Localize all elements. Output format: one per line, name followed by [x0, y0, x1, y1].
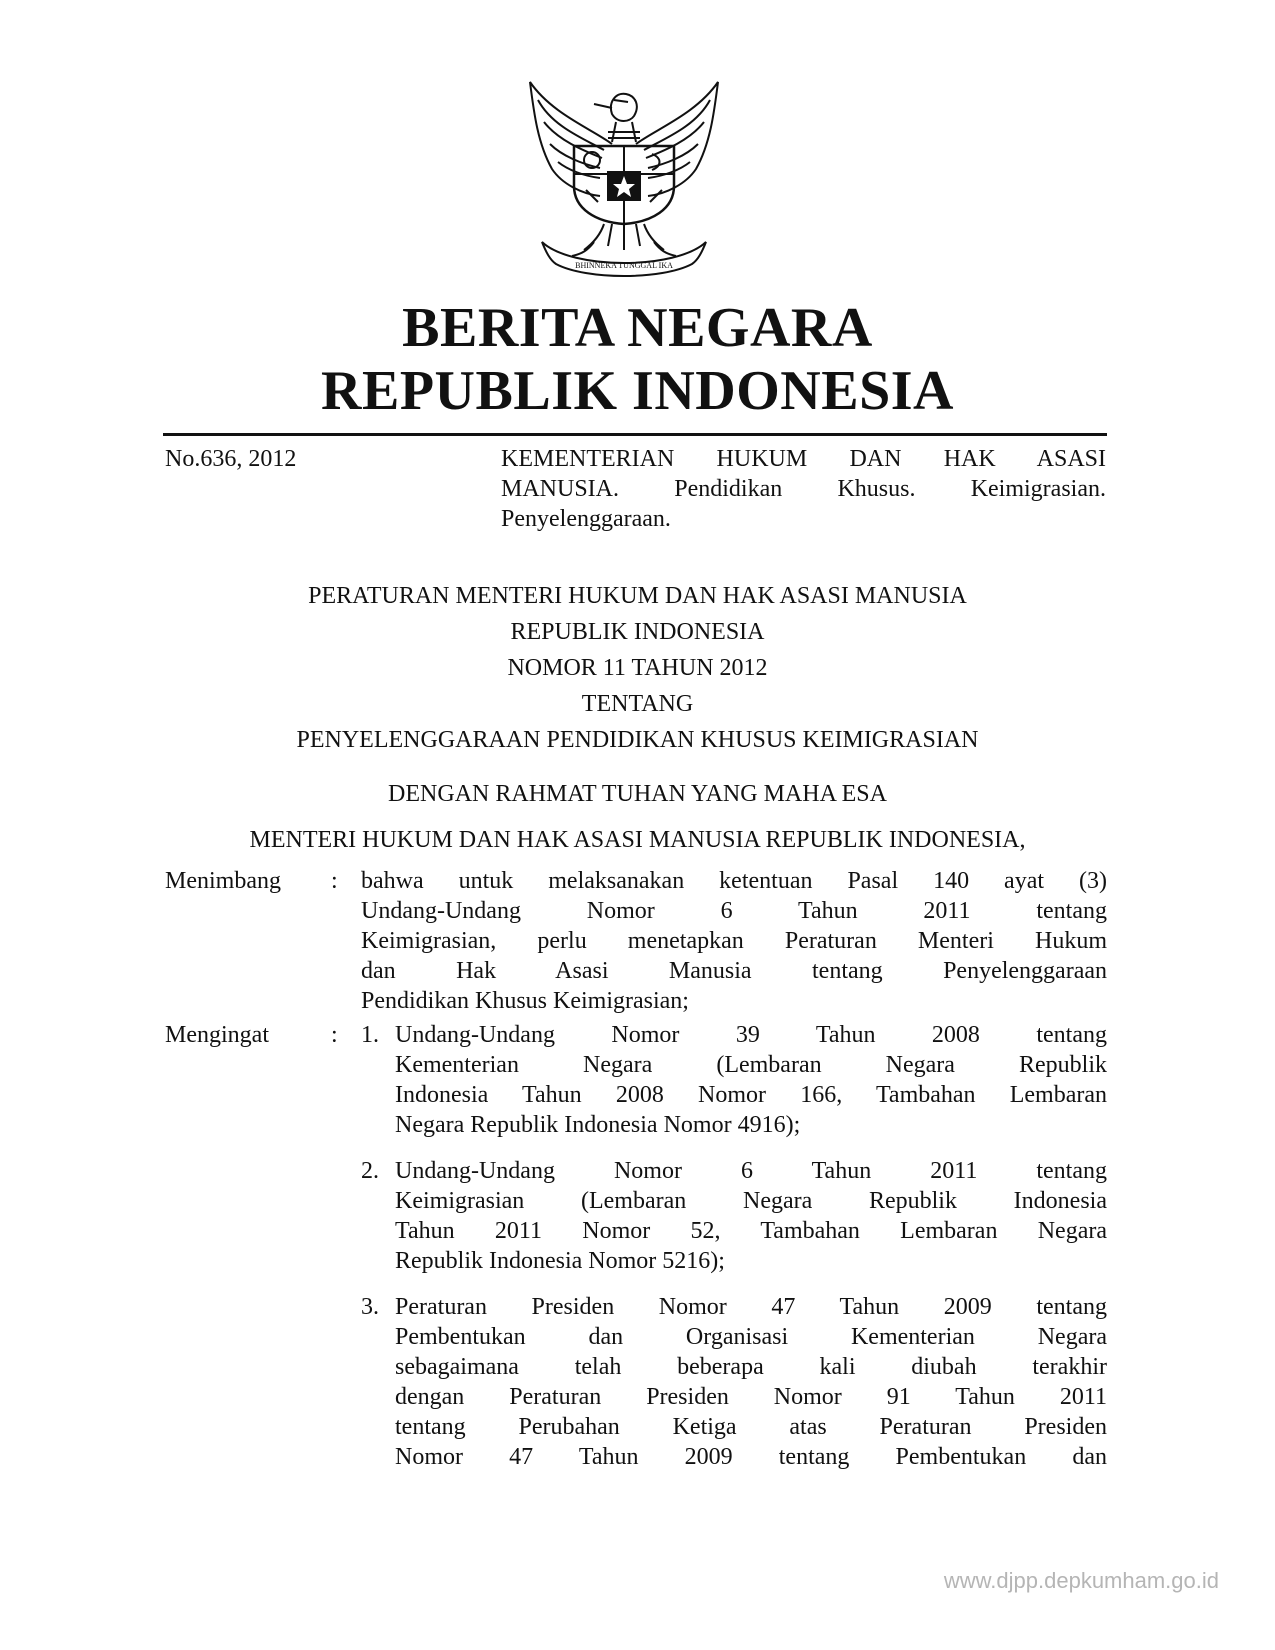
menimbang-text	[361, 866, 1107, 1016]
text-line: Undang-Undang Nomor 6 Tahun 2011 tentang	[361, 898, 1107, 924]
masthead-subtitle: REPUBLIK INDONESIA	[321, 360, 954, 422]
text-line: Keimigrasian (Lembaran Negara Republik Indonesia	[395, 1188, 1107, 1214]
title-line: NOMOR 11 TAHUN 2012	[507, 655, 768, 681]
subject-line: MANUSIA. Pendidikan Khusus. Keimigrasian.	[501, 476, 1106, 502]
gazette-number: No.636, 2012	[165, 446, 297, 472]
title-line: TENTANG	[581, 691, 694, 717]
title-line: PENYELENGGARAAN PENDIDIKAN KHUSUS KEIMIGRASIAN	[296, 727, 979, 753]
menimbang-section	[165, 866, 1107, 1026]
item-text	[395, 1156, 1107, 1276]
text-line: Peraturan Presiden Nomor 47 Tahun 2009 tentang	[395, 1294, 1107, 1320]
mengingat-label: Mengingat	[165, 1022, 269, 1048]
text-line: bahwa untuk melaksanakan ketentuan Pasal 140 ayat (3)	[361, 868, 1107, 894]
item-text	[395, 1292, 1107, 1472]
masthead-title: BERITA NEGARA	[402, 297, 873, 359]
text-line: Indonesia Tahun 2008 Nomor 166, Tambahan Lembaran	[395, 1082, 1107, 1108]
text-line: dengan Peraturan Presiden Nomor 91 Tahun 2011	[395, 1384, 1107, 1410]
garuda-emblem-icon	[512, 74, 736, 284]
text-line: sebagaimana telah beberapa kali diubah terakhir	[395, 1354, 1107, 1380]
item-number: 2.	[361, 1158, 379, 1184]
mengingat-colon: :	[331, 1022, 338, 1048]
title-line: REPUBLIK INDONESIA	[510, 619, 765, 645]
opening-line: MENTERI HUKUM DAN HAK ASASI MANUSIA REPUBLIK INDONESIA,	[249, 827, 1026, 853]
svg-text:BHINNEKA TUNGGAL IKA: BHINNEKA TUNGGAL IKA	[575, 261, 673, 270]
text-line: Republik Indonesia Nomor 5216);	[395, 1248, 725, 1274]
title-line: PERATURAN MENTERI HUKUM DAN HAK ASASI MANUSIA	[308, 583, 967, 609]
text-line: Undang-Undang Nomor 6 Tahun 2011 tentang	[395, 1158, 1107, 1184]
item-text	[395, 1020, 1107, 1140]
subject-line: KEMENTERIAN HUKUM DAN HAK ASASI	[501, 446, 1106, 472]
text-line: Pendidikan Khusus Keimigrasian;	[361, 988, 689, 1014]
subject-line: Penyelenggaraan.	[501, 506, 671, 532]
menimbang-colon: :	[331, 868, 338, 894]
watermark-url: www.djpp.depkumham.go.id	[943, 1568, 1219, 1593]
text-line: Kementerian Negara (Lembaran Negara Republik	[395, 1052, 1107, 1078]
mengingat-section	[165, 1020, 1107, 1500]
text-line: Negara Republik Indonesia Nomor 4916);	[395, 1112, 801, 1138]
text-line: Nomor 47 Tahun 2009 tentang Pembentukan dan	[395, 1444, 1107, 1470]
text-line: tentang Perubahan Ketiga atas Peraturan Presiden	[395, 1414, 1107, 1440]
text-line: Tahun 2011 Nomor 52, Tambahan Lembaran Negara	[395, 1218, 1107, 1244]
regulation-title	[0, 578, 1275, 758]
item-number: 3.	[361, 1294, 379, 1320]
text-line: dan Hak Asasi Manusia tentang Penyelenggaraan	[361, 958, 1107, 984]
text-line: Keimigrasian, perlu menetapkan Peraturan Menteri Hukum	[361, 928, 1107, 954]
text-line: Undang-Undang Nomor 39 Tahun 2008 tentang	[395, 1022, 1107, 1048]
text-line: Pembentukan dan Organisasi Kementerian Negara	[395, 1324, 1107, 1350]
item-number: 1.	[361, 1022, 379, 1048]
menimbang-label: Menimbang	[165, 868, 281, 894]
opening-clause	[0, 776, 1275, 858]
header-divider	[163, 433, 1107, 436]
opening-line: DENGAN RAHMAT TUHAN YANG MAHA ESA	[388, 781, 887, 807]
gazette-subject	[501, 444, 1106, 534]
